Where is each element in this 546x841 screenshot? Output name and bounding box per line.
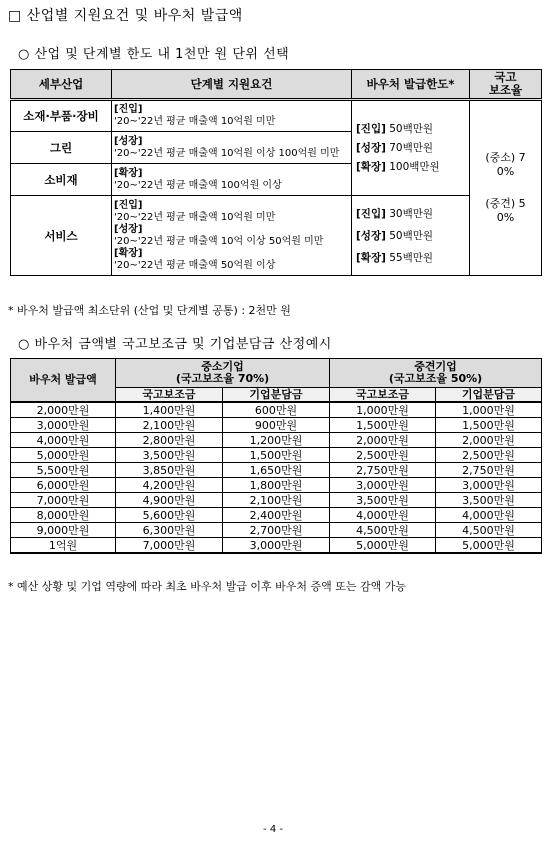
table-cell: 1,500만원 xyxy=(330,418,436,433)
header-sme-share: 기업분담금 xyxy=(223,388,330,403)
table-cell: 2,800만원 xyxy=(116,433,223,448)
header-subsidy-rate: 국고 보조율 xyxy=(470,70,542,100)
header-midsize-group: 중견기업 (국고보조율 50%) xyxy=(330,359,542,388)
header-mid-share: 기업분담금 xyxy=(436,388,542,403)
requirement-label: [성장] xyxy=(114,135,143,147)
support-requirements-table xyxy=(10,69,542,276)
rate-sme-line1: (중소) 7 xyxy=(485,151,526,164)
table-cell: 2,500만원 xyxy=(436,448,542,463)
table-cell: 1,400만원 xyxy=(116,402,223,418)
table-cell: 900만원 xyxy=(223,418,330,433)
table-cell: 7,000만원 xyxy=(116,538,223,554)
requirement-entry xyxy=(112,132,352,164)
table-cell: 7,000만원 xyxy=(11,493,116,508)
table-cell: 2,500만원 xyxy=(330,448,436,463)
table-cell: 4,500만원 xyxy=(330,523,436,538)
table-cell: 5,000만원 xyxy=(330,538,436,554)
table-cell: 4,000만원 xyxy=(11,433,116,448)
industry-consumer: 소비재 xyxy=(11,164,112,196)
table-cell: 6,000만원 xyxy=(11,478,116,493)
subsidy-rate-cell xyxy=(470,100,542,276)
table-row xyxy=(11,508,542,523)
table-cell: 4,500만원 xyxy=(436,523,542,538)
header-industry: 세부산업 xyxy=(11,70,112,100)
table-cell: 5,000만원 xyxy=(436,538,542,554)
table-row xyxy=(11,538,542,554)
table-row xyxy=(11,418,542,433)
table-cell: 6,300만원 xyxy=(116,523,223,538)
header-sme-subsidy: 국고보조금 xyxy=(116,388,223,403)
limit-entry: [성장] 50백만원 xyxy=(356,229,434,242)
table-cell: 3,000만원 xyxy=(223,538,330,554)
requirement-entry xyxy=(112,164,352,196)
requirement-label: [확장] xyxy=(114,167,143,179)
table-cell: 2,750만원 xyxy=(436,463,542,478)
table-cell: 3,500만원 xyxy=(330,493,436,508)
requirement-entry xyxy=(112,100,352,132)
limit-entry: [확장] 55백만원 xyxy=(356,251,434,264)
table-cell: 4,000만원 xyxy=(330,508,436,523)
table-cell: 2,000만원 xyxy=(436,433,542,448)
table-cell: 2,750만원 xyxy=(330,463,436,478)
table-cell: 5,600만원 xyxy=(116,508,223,523)
table-cell: 2,000만원 xyxy=(330,433,436,448)
industry-service: 서비스 xyxy=(11,196,112,276)
header-voucher-limit: 바우처 발급한도* xyxy=(352,70,470,100)
rate-sme-line2: 0% xyxy=(496,165,515,178)
table-cell: 4,000만원 xyxy=(436,508,542,523)
subsidy-example-table xyxy=(10,358,542,554)
table-cell: 4,200만원 xyxy=(116,478,223,493)
table-row xyxy=(11,493,542,508)
table-cell: 5,000만원 xyxy=(11,448,116,463)
table-row xyxy=(11,523,542,538)
table-cell: 8,000만원 xyxy=(11,508,116,523)
table-cell: 2,000만원 xyxy=(11,402,116,418)
requirement-text: '20~'22년 평균 매출액 10억원 미만 xyxy=(114,116,276,127)
table-cell: 1,000만원 xyxy=(330,402,436,418)
table-cell: 2,100만원 xyxy=(116,418,223,433)
voucher-limit-group-a xyxy=(352,100,470,196)
subsection-title-limits: ○ 산업 및 단계별 한도 내 1천만 원 단위 선택 xyxy=(18,47,290,62)
subsection-title-examples: ○ 바우처 금액별 국고보조금 및 기업분담금 산정예시 xyxy=(18,337,332,352)
table-cell: 1,000만원 xyxy=(436,402,542,418)
limit-entry: [진입] 30백만원 xyxy=(356,207,434,220)
rate-mid-line2: 0% xyxy=(496,211,515,224)
table-cell: 1,800만원 xyxy=(223,478,330,493)
table-cell: 3,000만원 xyxy=(436,478,542,493)
header-mid-subsidy: 국고보조금 xyxy=(330,388,436,403)
table-row xyxy=(11,448,542,463)
voucher-limit-group-b xyxy=(352,196,470,276)
table-cell: 2,700만원 xyxy=(223,523,330,538)
limit-entry: [성장] 70백만원 xyxy=(356,141,434,154)
table-cell: 1,200만원 xyxy=(223,433,330,448)
table-cell: 600만원 xyxy=(223,402,330,418)
note-min-unit: * 바우처 발급액 최소단위 (산업 및 단계별 공통) : 2천만 원 xyxy=(8,304,291,317)
header-requirements: 단계별 지원요건 xyxy=(112,70,352,100)
table-row xyxy=(11,433,542,448)
table-cell: 1,500만원 xyxy=(436,418,542,433)
requirement-text: '20~'22년 평균 매출액 100억원 이상 xyxy=(114,179,282,191)
table-cell: 2,400만원 xyxy=(223,508,330,523)
table-cell: 1,500만원 xyxy=(223,448,330,463)
industry-green: 그린 xyxy=(11,132,112,164)
table-cell: 3,000만원 xyxy=(330,478,436,493)
header-voucher-amount: 바우처 발급액 xyxy=(11,359,116,403)
table-cell: 1,650만원 xyxy=(223,463,330,478)
page-number: - 4 - xyxy=(263,824,283,835)
table-cell: 3,500만원 xyxy=(436,493,542,508)
table-cell: 3,500만원 xyxy=(116,448,223,463)
section-title: □ 산업별 지원요건 및 바우처 발급액 xyxy=(8,8,243,24)
requirement-label: [진입] xyxy=(114,104,143,115)
requirement-text: '20~'22년 평균 매출액 10억원 이상 100억원 미만 xyxy=(114,147,340,159)
requirement-service: [진입] '20~'22년 평균 매출액 10억원 미만 [성장] '20~'22년 평균 매출액 10억 이상 50억원 미만 [확장] '20~'22년 평균 매출액 50억원 이상 xyxy=(112,196,352,276)
table-row xyxy=(11,478,542,493)
industry-material: 소재·부품·장비 xyxy=(11,100,112,132)
table-cell: 3,850만원 xyxy=(116,463,223,478)
header-sme-group: 중소기업 (국고보조율 70%) xyxy=(116,359,330,388)
limit-entry: [확장] 100백만원 xyxy=(356,160,440,173)
rate-mid-line1: (중견) 5 xyxy=(485,197,526,210)
table-cell: 4,900만원 xyxy=(116,493,223,508)
table-cell: 1억원 xyxy=(11,538,116,554)
table-row xyxy=(11,463,542,478)
limit-entry: [진입] 50백만원 xyxy=(356,122,434,135)
table-cell: 2,100만원 xyxy=(223,493,330,508)
table-cell: 5,500만원 xyxy=(11,463,116,478)
note-adjustment: * 예산 상황 및 기업 역량에 따라 최초 바우처 발급 이후 바우처 증액 또는 감액 가능 xyxy=(8,580,406,593)
table-cell: 9,000만원 xyxy=(11,523,116,538)
table-cell: 3,000만원 xyxy=(11,418,116,433)
table-row xyxy=(11,402,542,418)
